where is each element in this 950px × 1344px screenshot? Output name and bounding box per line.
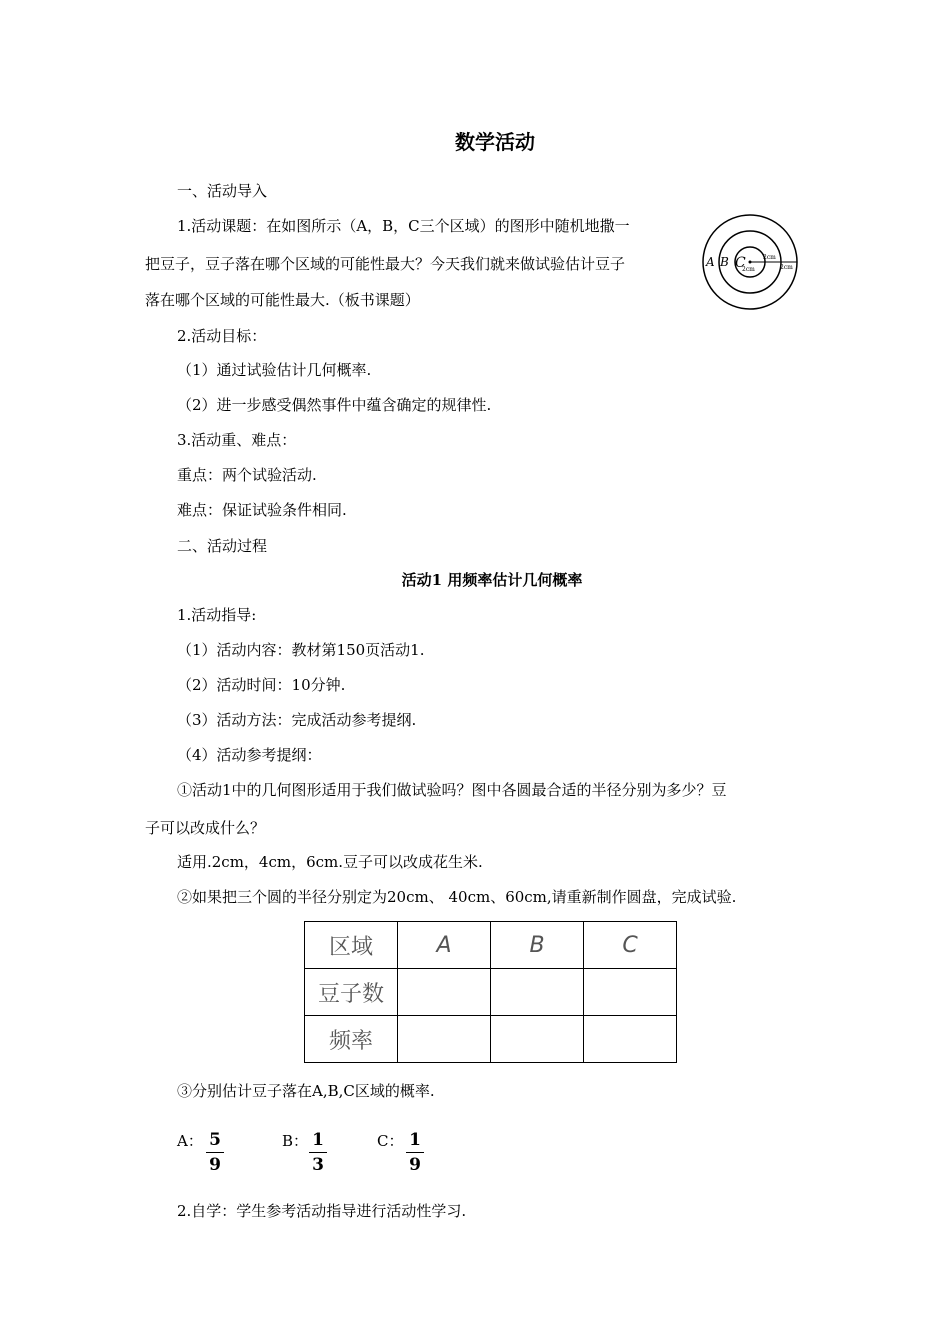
empty-cell xyxy=(584,969,677,1016)
answer-1: 适用.2cm，4cm，6cm.豆子可以改成花生米. xyxy=(177,853,483,871)
table-row-frequency xyxy=(305,1016,677,1063)
dimension-label-2: 2cm xyxy=(742,266,755,273)
prob-b-label: B： xyxy=(282,1132,309,1150)
section-heading-intro: 一、活动导入 xyxy=(177,182,268,200)
prob-c-numerator: 1 xyxy=(409,1130,421,1150)
prob-c-label: C： xyxy=(377,1132,404,1150)
prob-a-label: A： xyxy=(177,1132,203,1150)
activity-title: 活动1 用频率估计几何概率 xyxy=(401,571,583,589)
concentric-circles-diagram xyxy=(700,212,800,312)
prob-c-denominator: 9 xyxy=(409,1155,421,1175)
prob-a-numerator: 5 xyxy=(209,1130,221,1150)
prob-a-fraction xyxy=(204,1129,226,1176)
question-1-line1: ①活动1中的几何图形适用于我们做试验吗？图中各圆最合适的半径分别为多少？豆 xyxy=(177,781,727,799)
question-2: ②如果把三个圆的半径分别定为20cm、 40cm、60cm,请重新制作圆盘，完成试验. xyxy=(177,888,737,906)
guide-item-3: （3）活动方法：完成活动参考提纲. xyxy=(177,711,417,729)
guide-item-2: （2）活动时间：10分钟. xyxy=(177,676,346,694)
experiment-table xyxy=(304,921,677,1063)
question-1-line2: 子可以改成什么？ xyxy=(145,819,266,837)
prob-a-denominator: 9 xyxy=(209,1155,221,1175)
goal-item-2: （2）进一步感受偶然事件中蕴含确定的规律性. xyxy=(177,396,492,414)
topic-text-line1: 1.活动课题：在如图所示（A，B，C三个区域）的图形中随机地撒一 xyxy=(177,217,630,235)
header-c: C xyxy=(584,922,677,969)
label-a: A xyxy=(706,255,715,269)
key-point-text: 重点：两个试验活动. xyxy=(177,466,317,484)
prob-b-fraction xyxy=(307,1129,329,1176)
table-header-row xyxy=(305,922,677,969)
row-label-frequency: 频率 xyxy=(305,1016,398,1063)
empty-cell xyxy=(398,1016,491,1063)
header-region: 区域 xyxy=(305,922,398,969)
dimension-label-3: 2cm xyxy=(780,264,793,271)
header-b: B xyxy=(491,922,584,969)
prob-c-fraction xyxy=(404,1129,426,1176)
header-a: A xyxy=(398,922,491,969)
page-title: 数学活动 xyxy=(455,130,535,154)
fraction-bar xyxy=(406,1152,424,1153)
fraction-bar xyxy=(309,1152,327,1153)
self-study-text: 2.自学：学生参考活动指导进行活动性学习. xyxy=(177,1202,467,1220)
key-points-heading: 3.活动重、难点： xyxy=(177,431,297,449)
section-heading-process: 二、活动过程 xyxy=(177,537,268,555)
guide-heading: 1.活动指导: xyxy=(177,606,257,624)
topic-text-line2: 把豆子，豆子落在哪个区域的可能性最大？今天我们就来做试验估计豆子 xyxy=(145,255,626,273)
goal-heading: 2.活动目标： xyxy=(177,327,267,345)
goal-item-1: （1）通过试验估计几何概率. xyxy=(177,361,372,379)
prob-b-numerator: 1 xyxy=(312,1130,324,1150)
center-point xyxy=(749,261,752,264)
guide-item-4: （4）活动参考提纲： xyxy=(177,746,322,764)
label-c: C xyxy=(735,255,746,271)
question-3: ③分别估计豆子落在A,B,C区域的概率. xyxy=(177,1082,435,1100)
empty-cell xyxy=(491,1016,584,1063)
difficult-point-text: 难点：保证试验条件相同. xyxy=(177,501,347,519)
topic-text-line3: 落在哪个区域的可能性最大.（板书课题） xyxy=(145,291,420,309)
empty-cell xyxy=(584,1016,677,1063)
dimension-label-1: 2cm xyxy=(763,254,776,261)
empty-cell xyxy=(491,969,584,1016)
label-b: B xyxy=(720,255,729,269)
table-row-beans xyxy=(305,969,677,1016)
fraction-bar xyxy=(206,1152,224,1153)
empty-cell xyxy=(398,969,491,1016)
prob-b-denominator: 3 xyxy=(312,1155,324,1175)
guide-item-1: （1）活动内容：教材第150页活动1. xyxy=(177,641,425,659)
row-label-beans: 豆子数 xyxy=(305,969,398,1016)
